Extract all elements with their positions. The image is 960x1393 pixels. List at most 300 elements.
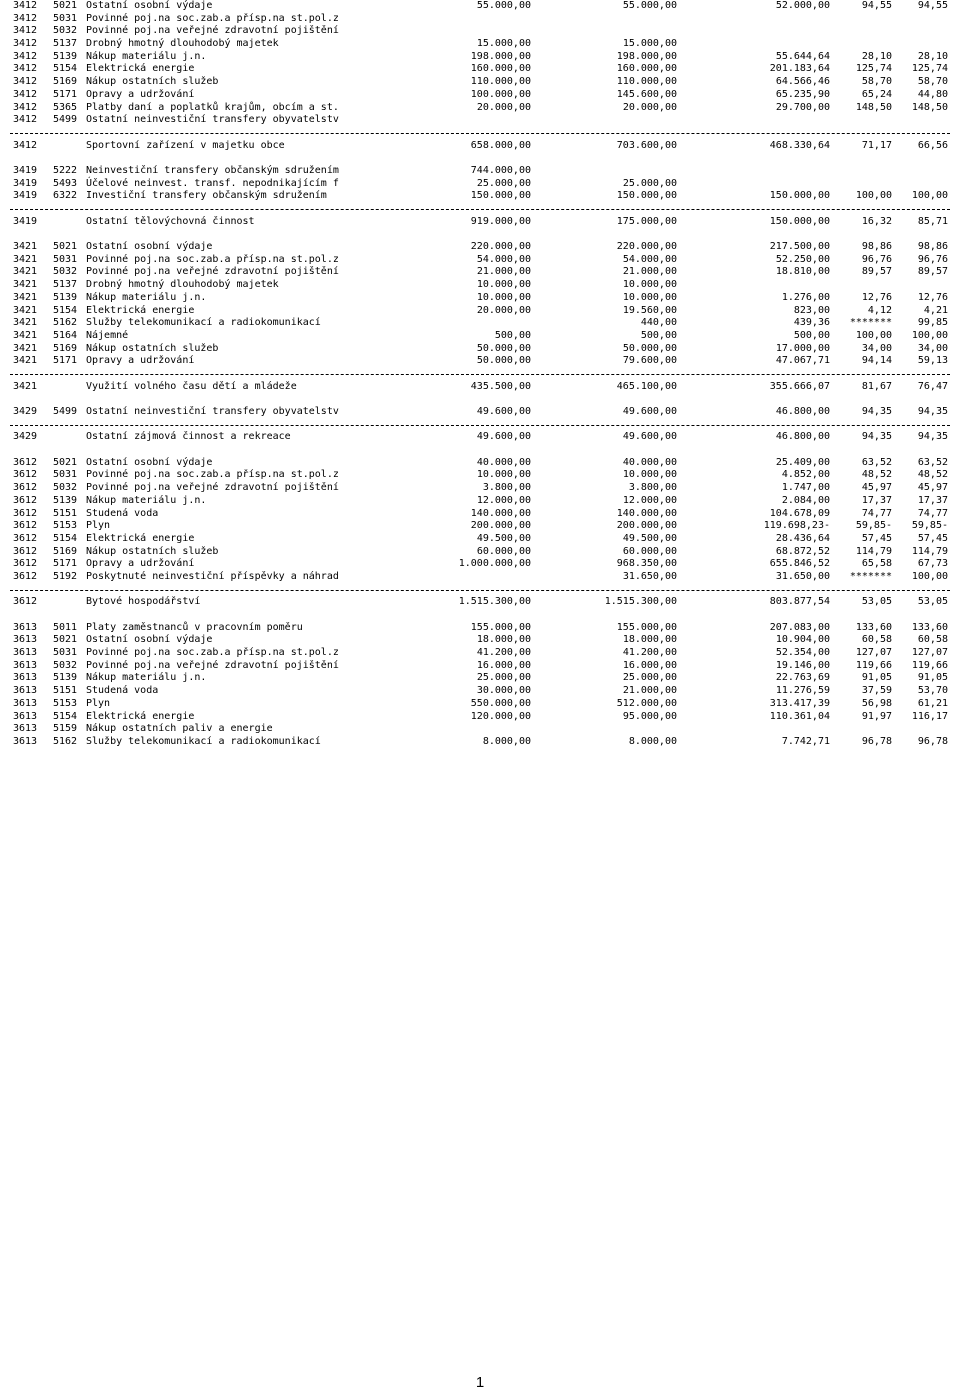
adjusted-budget: 54.000,00 [622, 253, 677, 265]
percent-of-approved: 4,12 [867, 304, 892, 316]
table-row [10, 305, 950, 318]
actual-spending: 4.852,00 [781, 469, 830, 481]
actual-spending: 655.846,52 [769, 558, 830, 570]
actual-spending: 68.872,52 [775, 545, 830, 557]
paragraph-code: 3412 [13, 63, 38, 75]
approved-budget: 12.000,00 [476, 494, 531, 506]
actual-spending: 52.354,00 [775, 647, 830, 659]
percent-of-approved: 58,70 [861, 76, 892, 88]
table-row [10, 482, 950, 495]
percent-of-approved: 98,86 [861, 241, 892, 253]
percent-of-approved: 133,60 [855, 621, 892, 633]
percent-of-adjusted: 116,17 [911, 710, 948, 722]
approved-budget: 49.500,00 [476, 532, 531, 544]
table-row [10, 355, 950, 368]
approved-budget: 500,00 [494, 329, 531, 341]
section-total-row [10, 140, 950, 153]
percent-of-adjusted: 96,76 [917, 253, 948, 265]
paragraph-code: 3419 [13, 190, 38, 202]
table-row [10, 241, 950, 254]
actual-spending: 1.276,00 [781, 291, 830, 303]
percent-of-adjusted: 100,00 [911, 329, 948, 341]
actual-spending: 10.904,00 [775, 634, 830, 646]
paragraph-code: 3421 [13, 304, 38, 316]
item-description: Nákup ostatních paliv a energie [86, 723, 273, 735]
item-description: Povinné poj.na soc.zab.a přísp.na st.pol.z [86, 647, 339, 659]
page-number: 1 [475, 1374, 485, 1391]
item-code: 5139 [53, 494, 78, 506]
item-code: 5171 [53, 88, 78, 100]
table-row [10, 685, 950, 698]
percent-of-adjusted: 119,66 [911, 659, 948, 671]
percent-of-adjusted: 89,57 [917, 266, 948, 278]
percent-of-approved: 81,67 [861, 380, 892, 392]
table-row [10, 711, 950, 724]
paragraph-code: 3613 [13, 621, 38, 633]
approved-budget: 54.000,00 [476, 253, 531, 265]
table-row [10, 520, 950, 533]
adjusted-budget: 110.000,00 [616, 76, 677, 88]
paragraph-code: 3612 [13, 482, 38, 494]
item-code: 5159 [53, 723, 78, 735]
approved-budget: 30.000,00 [476, 685, 531, 697]
item-code: 5032 [53, 25, 78, 37]
item-description: Nákup materiálu j.n. [86, 672, 207, 684]
item-description: Bytové hospodářství [86, 596, 201, 608]
adjusted-budget: 49.600,00 [622, 431, 677, 443]
percent-of-approved: 65,58 [861, 558, 892, 570]
blank-row [10, 228, 950, 241]
paragraph-code: 3412 [13, 0, 38, 11]
table-row [10, 279, 950, 292]
percent-of-adjusted: 100,00 [911, 570, 948, 582]
percent-of-approved: 71,17 [861, 139, 892, 151]
table-row [10, 343, 950, 356]
item-code: 5164 [53, 329, 78, 341]
actual-spending: 355.666,07 [769, 380, 830, 392]
item-description: Nákup ostatních služeb [86, 76, 219, 88]
item-code: 5192 [53, 570, 78, 582]
item-description: Povinné poj.na veřejné zdravotní pojištění [86, 482, 339, 494]
actual-spending: 29.700,00 [775, 101, 830, 113]
item-code: 5499 [53, 114, 78, 126]
paragraph-code: 3421 [13, 342, 38, 354]
actual-spending: 55.644,64 [775, 50, 830, 62]
table-row [10, 63, 950, 76]
item-code: 5153 [53, 520, 78, 532]
adjusted-budget: 79.600,00 [622, 355, 677, 367]
actual-spending: 31.650,00 [775, 570, 830, 582]
table-row [10, 698, 950, 711]
approved-budget: 160.000,00 [470, 63, 531, 75]
item-code: 5031 [53, 12, 78, 24]
table-row [10, 254, 950, 267]
approved-budget: 550.000,00 [470, 697, 531, 709]
percent-of-approved: 63,52 [861, 456, 892, 468]
table-row [10, 178, 950, 191]
item-code: 5021 [53, 0, 78, 11]
actual-spending: 104.678,09 [769, 507, 830, 519]
percent-of-approved: 57,45 [861, 532, 892, 544]
percent-of-adjusted: 94,55 [917, 0, 948, 11]
paragraph-code: 3613 [13, 710, 38, 722]
approved-budget: 10.000,00 [476, 291, 531, 303]
adjusted-budget: 16.000,00 [622, 659, 677, 671]
adjusted-budget: 3.800,00 [628, 482, 677, 494]
paragraph-code: 3429 [13, 406, 38, 417]
approved-budget: 10.000,00 [476, 279, 531, 291]
approved-budget: 1.515.300,00 [458, 596, 531, 608]
paragraph-code: 3613 [13, 735, 38, 747]
item-code: 5139 [53, 291, 78, 303]
item-code: 5021 [53, 241, 78, 253]
dashed-line [10, 133, 950, 134]
table-row [10, 266, 950, 279]
adjusted-budget: 25.000,00 [622, 177, 677, 189]
actual-spending: 28.436,64 [775, 532, 830, 544]
adjusted-budget: 968.350,00 [616, 558, 677, 570]
item-description: Studená voda [86, 685, 159, 697]
approved-budget: 140.000,00 [470, 507, 531, 519]
actual-spending: 207.083,00 [769, 621, 830, 633]
item-code: 5169 [53, 342, 78, 354]
percent-of-adjusted: 44,80 [917, 88, 948, 100]
actual-spending: 150.000,00 [769, 190, 830, 202]
item-code: 5154 [53, 304, 78, 316]
dashed-separator [10, 203, 950, 216]
percent-of-adjusted: 12,76 [917, 291, 948, 303]
paragraph-code: 3612 [13, 570, 38, 582]
item-code: 5169 [53, 76, 78, 88]
item-description: Ostatní osobní výdaje [86, 456, 213, 468]
approved-budget: 41.200,00 [476, 647, 531, 659]
paragraph-code: 3613 [13, 672, 38, 684]
percent-of-approved: 94,35 [861, 431, 892, 443]
adjusted-budget: 21.000,00 [622, 685, 677, 697]
percent-of-adjusted: 127,07 [911, 647, 948, 659]
actual-spending: 22.763,69 [775, 672, 830, 684]
item-code: 5365 [53, 101, 78, 113]
item-description: Nákup ostatních služeb [86, 342, 219, 354]
item-description: Povinné poj.na soc.zab.a přísp.na st.pol.z [86, 253, 339, 265]
percent-of-adjusted: 58,70 [917, 76, 948, 88]
table-row [10, 546, 950, 559]
item-code: 5162 [53, 317, 78, 329]
adjusted-budget: 95.000,00 [622, 710, 677, 722]
percent-of-approved: 53,05 [861, 596, 892, 608]
percent-of-adjusted: 133,60 [911, 621, 948, 633]
actual-spending: 19.146,00 [775, 659, 830, 671]
paragraph-code: 3412 [13, 114, 38, 126]
actual-spending: 1.747,00 [781, 482, 830, 494]
paragraph-code: 3612 [13, 507, 38, 519]
percent-of-adjusted: 59,85- [911, 520, 948, 532]
table-row [10, 38, 950, 51]
percent-of-approved: ******* [849, 317, 892, 329]
paragraph-code: 3412 [13, 76, 38, 88]
item-description: Služby telekomunikací a radiokomunikací [86, 735, 321, 747]
dashed-line [10, 590, 950, 591]
percent-of-approved: 60,58 [861, 634, 892, 646]
percent-of-adjusted: 57,45 [917, 532, 948, 544]
actual-spending: 217.500,00 [769, 241, 830, 253]
table-row [10, 647, 950, 660]
adjusted-budget: 703.600,00 [616, 139, 677, 151]
table-row [10, 76, 950, 89]
adjusted-budget: 220.000,00 [616, 241, 677, 253]
table-row [10, 495, 950, 508]
item-description: Nákup materiálu j.n. [86, 291, 207, 303]
adjusted-budget: 512.000,00 [616, 697, 677, 709]
adjusted-budget: 198.000,00 [616, 50, 677, 62]
percent-of-adjusted: 53,05 [917, 596, 948, 608]
table-row [10, 0, 950, 13]
percent-of-adjusted: 114,79 [911, 545, 948, 557]
paragraph-code: 3412 [13, 38, 38, 50]
approved-budget: 10.000,00 [476, 469, 531, 481]
actual-spending: 7.742,71 [781, 735, 830, 747]
item-description: Povinné poj.na veřejné zdravotní pojištění [86, 25, 339, 37]
paragraph-code: 3613 [13, 723, 38, 735]
percent-of-approved: 91,97 [861, 710, 892, 722]
percent-of-approved: 94,14 [861, 355, 892, 367]
approved-budget: 744.000,00 [470, 164, 531, 176]
table-row [10, 533, 950, 546]
adjusted-budget: 145.600,00 [616, 88, 677, 100]
approved-budget: 18.000,00 [476, 634, 531, 646]
actual-spending: 52.250,00 [775, 253, 830, 265]
item-description: Drobný hmotný dlouhodobý majetek [86, 38, 279, 50]
paragraph-code: 3412 [13, 101, 38, 113]
item-code: 5032 [53, 659, 78, 671]
item-description: Povinné poj.na veřejné zdravotní pojištění [86, 266, 339, 278]
item-code: 5031 [53, 253, 78, 265]
percent-of-approved: 12,76 [861, 291, 892, 303]
item-code: 5021 [53, 634, 78, 646]
approved-budget: 25.000,00 [476, 177, 531, 189]
paragraph-code: 3612 [13, 532, 38, 544]
table-row [10, 672, 950, 685]
paragraph-code: 3421 [13, 253, 38, 265]
dashed-separator [10, 419, 950, 432]
item-code: 5032 [53, 482, 78, 494]
item-description: Platy zaměstnanců v pracovním poměru [86, 621, 303, 633]
item-description: Nákup ostatních služeb [86, 545, 219, 557]
item-description: Nákup materiálu j.n. [86, 50, 207, 62]
adjusted-budget: 18.000,00 [622, 634, 677, 646]
actual-spending: 46.800,00 [775, 406, 830, 417]
paragraph-code: 3421 [13, 241, 38, 253]
item-code: 5032 [53, 266, 78, 278]
approved-budget: 50.000,00 [476, 342, 531, 354]
percent-of-adjusted: 67,73 [917, 558, 948, 570]
percent-of-adjusted: 148,50 [911, 101, 948, 113]
actual-spending: 18.810,00 [775, 266, 830, 278]
paragraph-code: 3612 [13, 469, 38, 481]
paragraph-code: 3412 [13, 12, 38, 24]
paragraph-code: 3412 [13, 50, 38, 62]
item-description: Ostatní osobní výdaje [86, 634, 213, 646]
percent-of-approved: 37,59 [861, 685, 892, 697]
item-code: 5169 [53, 545, 78, 557]
paragraph-code: 3613 [13, 647, 38, 659]
adjusted-budget: 12.000,00 [622, 494, 677, 506]
percent-of-adjusted: 85,71 [917, 215, 948, 227]
item-code: 5171 [53, 355, 78, 367]
item-code: 6322 [53, 190, 78, 202]
paragraph-code: 3421 [13, 317, 38, 329]
percent-of-approved: ******* [849, 570, 892, 582]
adjusted-budget: 175.000,00 [616, 215, 677, 227]
percent-of-approved: 94,55 [861, 0, 892, 11]
percent-of-approved: 96,76 [861, 253, 892, 265]
actual-spending: 110.361,04 [769, 710, 830, 722]
actual-spending: 201.183,64 [769, 63, 830, 75]
percent-of-approved: 65,24 [861, 88, 892, 100]
item-description: Studená voda [86, 507, 159, 519]
percent-of-approved: 100,00 [855, 190, 892, 202]
adjusted-budget: 200.000,00 [616, 520, 677, 532]
approved-budget: 40.000,00 [476, 456, 531, 468]
approved-budget: 15.000,00 [476, 38, 531, 50]
paragraph-code: 3429 [13, 431, 38, 443]
table-row [10, 406, 950, 419]
table-row [10, 558, 950, 571]
section-total-row [10, 381, 950, 394]
percent-of-approved: 17,37 [861, 494, 892, 506]
paragraph-code: 3421 [13, 329, 38, 341]
percent-of-adjusted: 34,00 [917, 342, 948, 354]
paragraph-code: 3421 [13, 266, 38, 278]
item-description: Povinné poj.na veřejné zdravotní pojištění [86, 659, 339, 671]
adjusted-budget: 55.000,00 [622, 0, 677, 11]
adjusted-budget: 500,00 [640, 329, 677, 341]
item-description: Nákup materiálu j.n. [86, 494, 207, 506]
paragraph-code: 3421 [13, 355, 38, 367]
adjusted-budget: 15.000,00 [622, 38, 677, 50]
item-description: Neinvestiční transfery občanským sdružením [86, 164, 339, 176]
table-row [10, 89, 950, 102]
item-code: 5031 [53, 647, 78, 659]
item-code: 5162 [53, 735, 78, 747]
dashed-line [10, 374, 950, 375]
percent-of-adjusted: 94,35 [917, 406, 948, 417]
actual-spending: 119.698,23- [763, 520, 830, 532]
item-description: Investiční transfery občanským sdružením [86, 190, 327, 202]
item-code: 5139 [53, 672, 78, 684]
percent-of-approved: 74,77 [861, 507, 892, 519]
adjusted-budget: 150.000,00 [616, 190, 677, 202]
percent-of-approved: 100,00 [855, 329, 892, 341]
percent-of-approved: 45,97 [861, 482, 892, 494]
dashed-line [10, 209, 950, 210]
item-code: 5139 [53, 50, 78, 62]
actual-spending: 803.877,54 [769, 596, 830, 608]
percent-of-adjusted: 99,85 [917, 317, 948, 329]
paragraph-code: 3612 [13, 456, 38, 468]
approved-budget: 435.500,00 [470, 380, 531, 392]
adjusted-budget: 60.000,00 [622, 545, 677, 557]
adjusted-budget: 49.600,00 [622, 406, 677, 417]
adjusted-budget: 19.560,00 [622, 304, 677, 316]
table-row [10, 330, 950, 343]
paragraph-code: 3613 [13, 685, 38, 697]
blank-row [10, 152, 950, 165]
actual-spending: 150.000,00 [769, 215, 830, 227]
adjusted-budget: 440,00 [640, 317, 677, 329]
percent-of-adjusted: 66,56 [917, 139, 948, 151]
percent-of-approved: 28,10 [861, 50, 892, 62]
item-description: Opravy a udržování [86, 558, 195, 570]
table-row [10, 25, 950, 38]
approved-budget: 16.000,00 [476, 659, 531, 671]
approved-budget: 49.600,00 [476, 431, 531, 443]
item-description: Služby telekomunikací a radiokomunikací [86, 317, 321, 329]
approved-budget: 3.800,00 [482, 482, 531, 494]
item-code: 5137 [53, 279, 78, 291]
table-row [10, 622, 950, 635]
blank-row [10, 393, 950, 406]
adjusted-budget: 50.000,00 [622, 342, 677, 354]
table-row [10, 634, 950, 647]
table-row [10, 317, 950, 330]
table-row [10, 114, 950, 127]
item-code: 5154 [53, 532, 78, 544]
item-description: Využití volného času dětí a mládeže [86, 380, 297, 392]
dashed-line [10, 425, 950, 426]
approved-budget: 25.000,00 [476, 672, 531, 684]
approved-budget: 8.000,00 [482, 735, 531, 747]
item-code: 5222 [53, 164, 78, 176]
paragraph-code: 3612 [13, 596, 38, 608]
percent-of-approved: 48,52 [861, 469, 892, 481]
paragraph-code: 3612 [13, 545, 38, 557]
percent-of-approved: 34,00 [861, 342, 892, 354]
item-description: Elektrická energie [86, 304, 195, 316]
paragraph-code: 3612 [13, 558, 38, 570]
table-row [10, 736, 950, 749]
budget-report [10, 0, 950, 749]
table-row [10, 571, 950, 584]
item-description: Elektrická energie [86, 63, 195, 75]
percent-of-adjusted: 100,00 [911, 190, 948, 202]
adjusted-budget: 10.000,00 [622, 279, 677, 291]
actual-spending: 11.276,59 [775, 685, 830, 697]
approved-budget: 198.000,00 [470, 50, 531, 62]
percent-of-adjusted: 91,05 [917, 672, 948, 684]
item-description: Ostatní zájmová činnost a rekreace [86, 431, 291, 443]
item-code: 5011 [53, 621, 78, 633]
actual-spending: 64.566,46 [775, 76, 830, 88]
percent-of-adjusted: 59,13 [917, 355, 948, 367]
actual-spending: 439,36 [793, 317, 830, 329]
approved-budget: 50.000,00 [476, 355, 531, 367]
paragraph-code: 3419 [13, 177, 38, 189]
table-row [10, 292, 950, 305]
percent-of-approved: 91,05 [861, 672, 892, 684]
percent-of-adjusted: 53,70 [917, 685, 948, 697]
section-total-row [10, 216, 950, 229]
actual-spending: 468.330,64 [769, 139, 830, 151]
percent-of-approved: 96,78 [861, 735, 892, 747]
paragraph-code: 3612 [13, 520, 38, 532]
adjusted-budget: 40.000,00 [622, 456, 677, 468]
item-description: Elektrická energie [86, 710, 195, 722]
approved-budget: 21.000,00 [476, 266, 531, 278]
approved-budget: 55.000,00 [476, 0, 531, 11]
percent-of-adjusted: 61,21 [917, 697, 948, 709]
adjusted-budget: 31.650,00 [622, 570, 677, 582]
